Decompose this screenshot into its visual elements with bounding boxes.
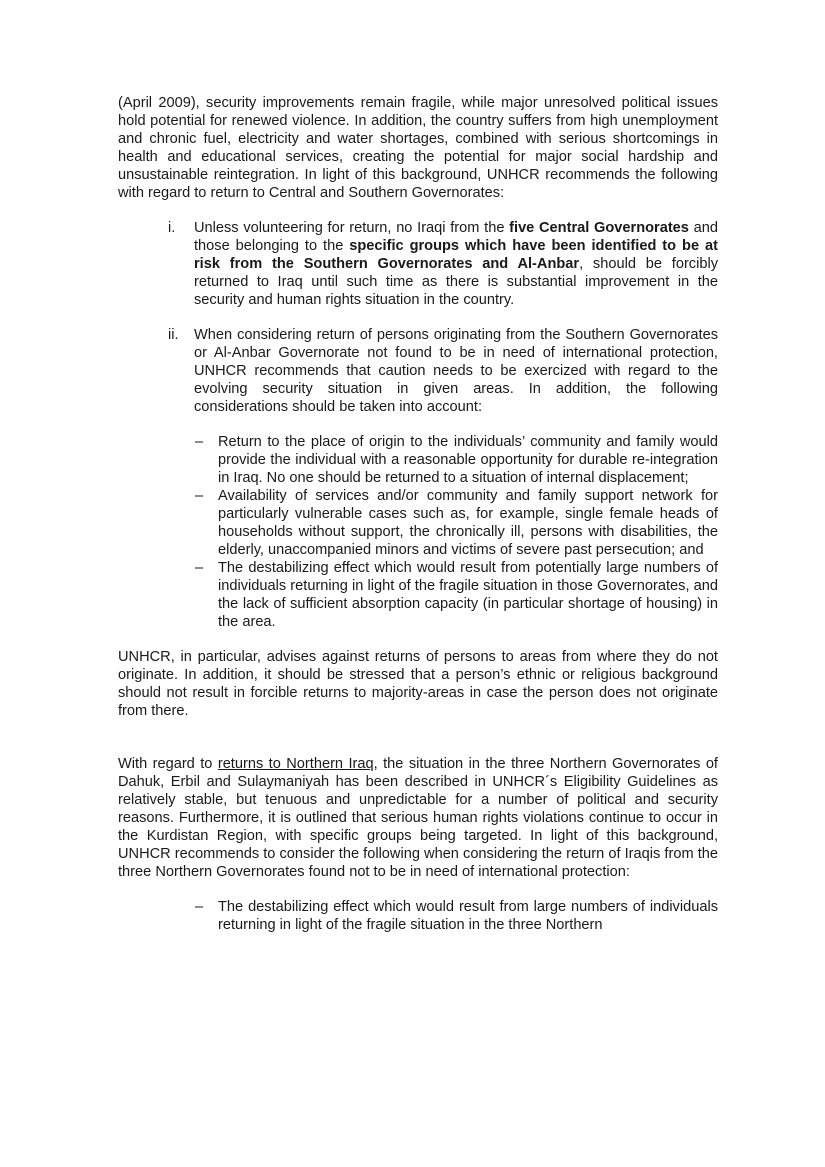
advice-paragraph: UNHCR, in particular, advises against returns of persons to areas from where they do not originate. In addition, it should be stressed that a person’s ethnic or religious background should not result in forcible returns to majority-areas in case the person does not originate from there. — [118, 649, 718, 719]
document-page — [118, 94, 718, 934]
consideration-item: – Availability of services and/or community and family support network for particularly vulnerable cases such as, for example, single female heads of households without support, the chronically ill, persons with disabilities, the elderly, unaccompanied minors and victims of severe past persecution; and — [195, 488, 718, 558]
consideration-item: – Return to the place of origin to the individuals’ community and family would provide the individual with a reasonable opportunity for durable re-integration in Iraq. No one should be returned to a situation of internal displacement; — [195, 434, 718, 486]
dash-marker: – — [195, 488, 204, 504]
dash-marker: – — [195, 899, 204, 915]
recommendation-item-i: i. Unless volunteering for return, no Iraqi from the five Central Governorates and those belonging to the specific groups which have been identified to be at risk from the Southern Governorates and Al-Anbar, should be forcibly returned to Iraq until such time as there is substantial improvement in the security and human rights situation in the country. — [168, 220, 719, 308]
considerations-list — [118, 433, 718, 631]
bold-five-central: five Central Governorates — [509, 220, 689, 236]
dash-marker: – — [195, 560, 204, 576]
north-considerations-list — [118, 898, 718, 934]
intro-paragraph: (April 2009), security improvements remain fragile, while major unresolved political issues hold potential for renewed violence. In addition, the country suffers from high unemployment and chronic fuel, electricity and water shortages, combined with serious shortcomings in health and educational services, creating the potential for major social hardship and unsustainable reintegration. In light of this background, UNHCR recommends the following with regard to return to Central and Southern Governorates: — [118, 95, 718, 201]
item-marker: i. — [168, 220, 176, 236]
recommendations-list — [118, 219, 718, 631]
north-paragraph: With regard to returns to Northern Iraq, the situation in the three Northern Governorates of Dahuk, Erbil and Sulaymaniyah has been described in UNHCR´s Eligibility Guidelines as relatively stable, but tenuous and unpredictable for a number of political and security reasons. Furthermore, it is outlined that serious human rights violations continue to occur in the Kurdistan Region, with specific groups being targeted. In light of this background, UNHCR recommends to consider the following when considering the return of Iraqis from the three Northern Governorates found not to be in need of international protection: — [118, 756, 718, 880]
consideration-item: – The destabilizing effect which would result from potentially large numbers of individuals returning in light of the fragile situation in those Governorates, and the lack of sufficient absorption capacity (in particular shortage of housing) in the area. — [195, 560, 718, 630]
item-marker: ii. — [168, 327, 179, 343]
north-consideration-item: – The destabilizing effect which would result from large numbers of individuals returning in light of the fragile situation in the three Northern — [195, 899, 718, 933]
bold-specific-groups: specific groups which have been identified to be at risk from the Southern Governorates and Al-Anbar — [194, 238, 718, 272]
recommendation-item-ii: ii. When considering return of persons originating from the Southern Governorates or Al-Anbar Governorate not found to be in need of international protection, UNHCR recommends that caution needs to be exercized with regard to the evolving security situation in given areas. In addition, the following considerations should be taken into account: — [168, 327, 718, 415]
dash-marker: – — [195, 434, 204, 450]
returns-northern-iraq-underline: returns to Northern Iraq — [217, 756, 374, 772]
